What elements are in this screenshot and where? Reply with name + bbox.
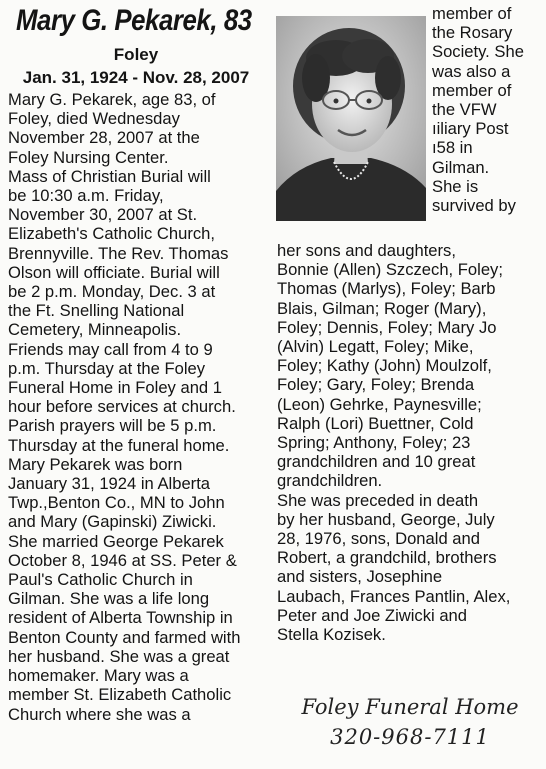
- text-line: was also a: [432, 61, 511, 81]
- text-line: She was preceded in death: [277, 490, 479, 510]
- text-line: She is: [432, 176, 479, 196]
- text-line: hour before services at church.: [8, 397, 236, 417]
- text-line: member of: [432, 4, 512, 23]
- right-top-column: [432, 4, 542, 215]
- text-line: Twp.,Benton Co., MN to John: [8, 493, 225, 513]
- text-line: be 10:30 a.m. Friday,: [8, 186, 164, 206]
- text-line: Thursday at the funeral home.: [8, 435, 230, 455]
- text-line: be 2 p.m. Monday, Dec. 3 at: [8, 282, 216, 302]
- text-line: resident of Alberta Township in: [8, 608, 233, 628]
- text-line: ı58 in: [432, 138, 473, 158]
- text-line: the Ft. Snelling National: [8, 301, 185, 321]
- text-line: homemaker. Mary was a: [8, 666, 189, 686]
- text-line: Mass of Christian Burial will: [8, 166, 211, 186]
- text-line: Foley; Gary, Foley; Brenda: [277, 375, 475, 395]
- text-line: grandchildren.: [277, 471, 383, 491]
- obituary-title: Mary G. Pekarek, 83: [16, 4, 252, 37]
- text-line: and Mary (Gapinski) Ziwicki.: [8, 512, 217, 532]
- text-line: her sons and daughters,: [277, 241, 456, 260]
- text-line: Foley, died Wednesday: [8, 109, 180, 129]
- text-line: Gilman.: [432, 157, 490, 177]
- text-line: Friends may call from 4 to 9: [8, 339, 213, 359]
- text-line: Church where she was a: [8, 704, 191, 724]
- text-line: p.m. Thursday at the Foley: [8, 358, 206, 378]
- text-line: Olson will officiate. Burial will: [8, 262, 220, 282]
- text-line: Brennyville. The Rev. Thomas: [8, 243, 229, 263]
- text-line: ıiliary Post: [432, 119, 509, 139]
- text-line: her husband. She was a great: [8, 646, 230, 666]
- text-line: Funeral Home in Foley and 1: [8, 378, 222, 398]
- text-line: Blais, Gilman; Roger (Mary),: [277, 298, 487, 318]
- text-line: Stella Kozisek.: [277, 625, 386, 645]
- text-line: (Leon) Gehrke, Paynesville;: [277, 394, 482, 414]
- text-line: January 31, 1924 in Alberta: [8, 474, 211, 494]
- text-line: Parish prayers will be 5 p.m.: [8, 416, 217, 436]
- text-line: Thomas (Marlys), Foley; Barb: [277, 279, 496, 299]
- text-line: by her husband, George, July: [277, 509, 495, 529]
- right-column: [277, 241, 543, 644]
- funeral-home-phone: 320-968-7111: [330, 725, 490, 749]
- text-line: November 30, 2007 at St.: [8, 205, 198, 225]
- text-line: 28, 1976, sons, Donald and: [277, 529, 480, 549]
- text-line: survived by: [432, 196, 516, 216]
- funeral-home-signature: [300, 695, 520, 749]
- text-line: Gilman. She was a life long: [8, 589, 210, 609]
- funeral-home-name: Foley Funeral Home: [301, 695, 519, 719]
- text-line: and sisters, Josephine: [277, 567, 443, 587]
- text-line: Bonnie (Allen) Szczech, Foley;: [277, 260, 503, 280]
- text-line: the Rosary: [432, 23, 513, 43]
- text-line: She married George Pekarek: [8, 531, 224, 551]
- text-line: grandchildren and 10 great: [277, 452, 476, 472]
- text-line: Cemetery, Minneapolis.: [8, 320, 182, 340]
- text-line: Peter and Joe Ziwicki and: [277, 605, 468, 625]
- text-line: member of: [432, 80, 512, 100]
- obituary-dates: Jan. 31, 1924 - Nov. 28, 2007: [22, 68, 250, 87]
- text-line: November 28, 2007 at the: [8, 128, 200, 148]
- text-line: (Alvin) Legatt, Foley; Mike,: [277, 337, 474, 357]
- text-line: Mary Pekarek was born: [8, 454, 183, 474]
- portrait-illustration: [276, 16, 426, 221]
- text-line: Society. She: [432, 42, 524, 62]
- text-line: Foley; Kathy (John) Moulzolf,: [277, 356, 492, 376]
- text-line: Robert, a grandchild, brothers: [277, 548, 497, 568]
- text-line: Spring; Anthony, Foley; 23: [277, 433, 471, 453]
- portrait-photo: [276, 16, 426, 221]
- text-line: Elizabeth's Catholic Church,: [8, 224, 216, 244]
- text-line: the VFW: [432, 100, 497, 120]
- text-line: Foley; Dennis, Foley; Mary Jo: [277, 317, 497, 337]
- text-line: Benton County and farmed with: [8, 627, 241, 647]
- left-column: [8, 90, 272, 724]
- text-line: member St. Elizabeth Catholic: [8, 685, 232, 705]
- text-line: Paul's Catholic Church in: [8, 570, 193, 590]
- text-line: Ralph (Lori) Buettner, Cold: [277, 413, 474, 433]
- text-line: Mary G. Pekarek, age 83, of: [8, 90, 216, 109]
- obituary-place: Foley: [113, 45, 159, 64]
- text-line: Foley Nursing Center.: [8, 147, 169, 167]
- text-line: Laubach, Frances Pantlin, Alex,: [277, 586, 511, 606]
- text-line: October 8, 1946 at SS. Peter &: [8, 550, 237, 570]
